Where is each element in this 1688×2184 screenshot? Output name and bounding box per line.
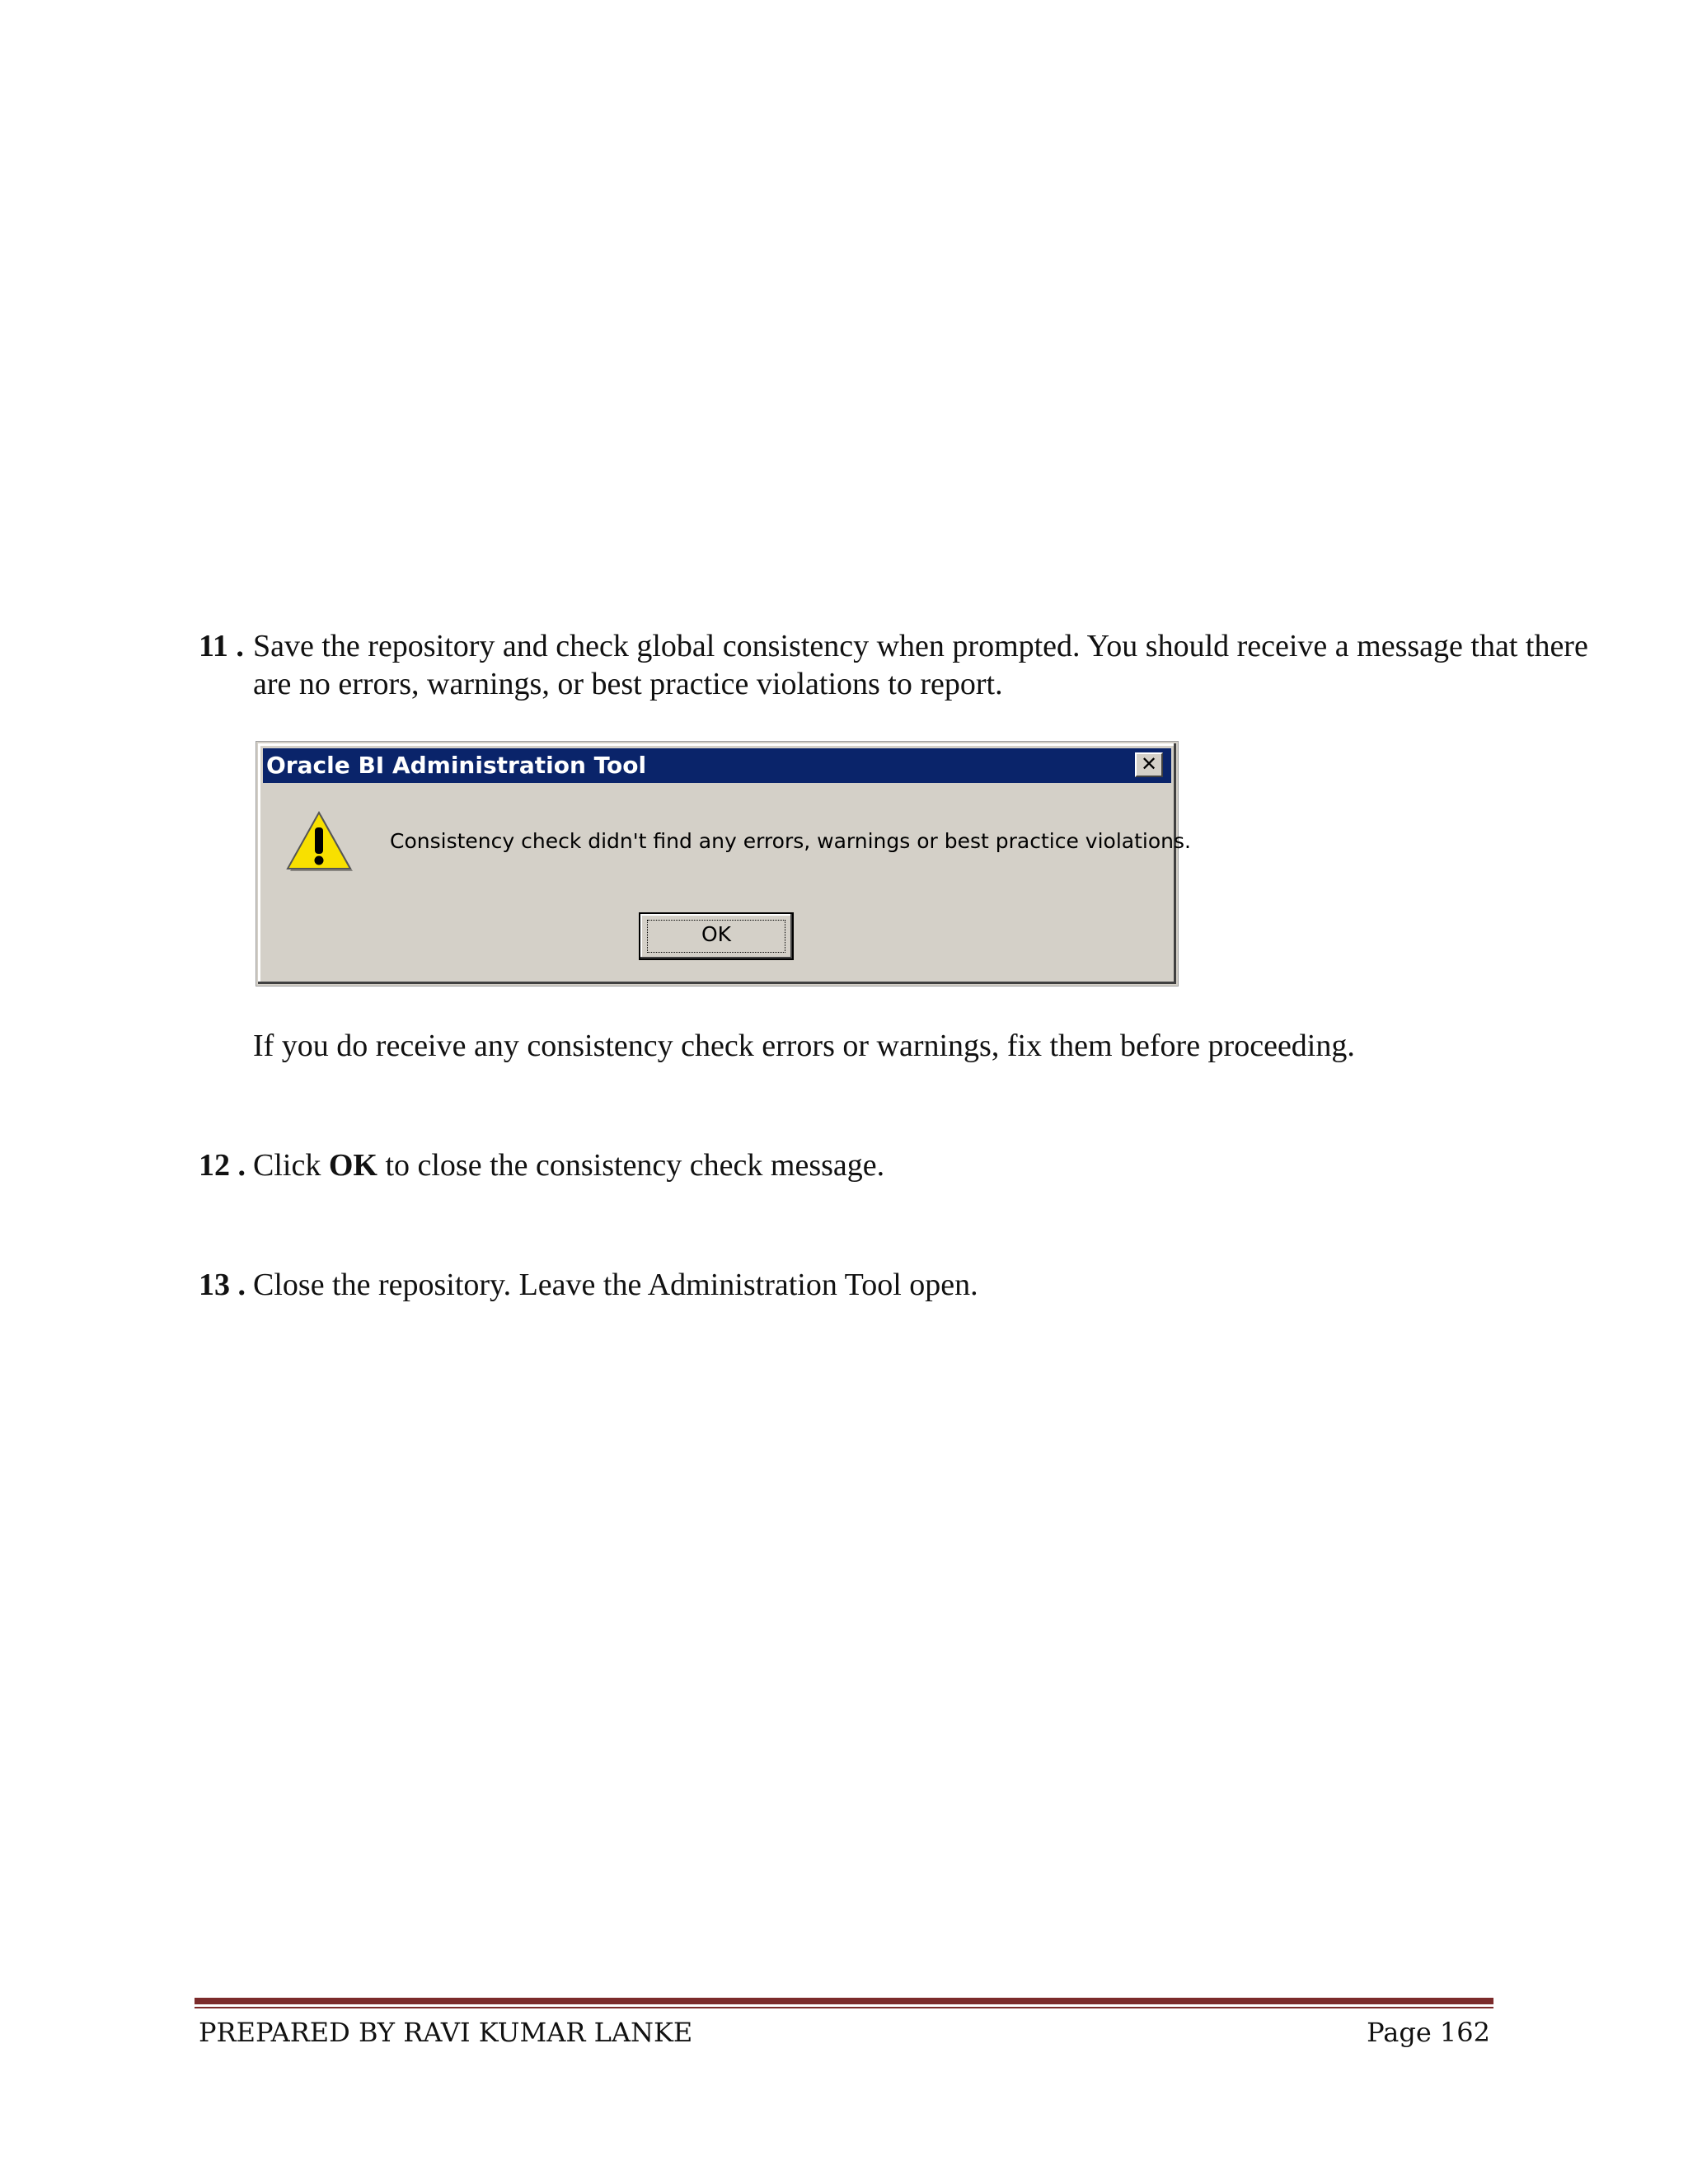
dialog-title: Oracle BI Administration Tool (266, 752, 647, 779)
step-text-after: to close the consistency check message. (377, 1148, 885, 1183)
step-text-bold: OK (328, 1148, 377, 1183)
dialog-message: Consistency check didn't find any errors, warnings or best practice violations. (390, 829, 1191, 853)
page-number: Page 162 (1367, 2017, 1490, 2048)
footer-rule-thin (195, 2007, 1493, 2008)
step-text-before: Click (253, 1148, 329, 1183)
ok-button-label: OK (701, 922, 732, 946)
close-button[interactable] (1135, 752, 1163, 777)
footer-author: PREPARED BY RAVI KUMAR LANKE (199, 2017, 693, 2048)
note-text: If you do receive any consistency check errors or warnings, fix them before proceeding. (253, 1029, 1355, 1063)
dialog-titlebar (263, 748, 1171, 783)
consistency-check-dialog (256, 742, 1191, 986)
step-text: Close the repository. Leave the Administration Tool open. (253, 1268, 978, 1302)
step-text (253, 1146, 1605, 1184)
footer-rule (195, 1998, 1493, 2004)
step-number: 12 . (199, 1148, 246, 1183)
close-icon: ✕ (1140, 752, 1158, 776)
warning-icon (284, 809, 354, 874)
step-text: Save the repository and check global consistency when prompted. You should receive a message that there are no errors, warnings, or best practice violations to report. (253, 629, 1588, 701)
ok-button[interactable] (639, 912, 794, 960)
step-number: 13 . (199, 1268, 246, 1302)
focus-outline (647, 920, 785, 953)
step-number: 11 . (199, 629, 244, 663)
